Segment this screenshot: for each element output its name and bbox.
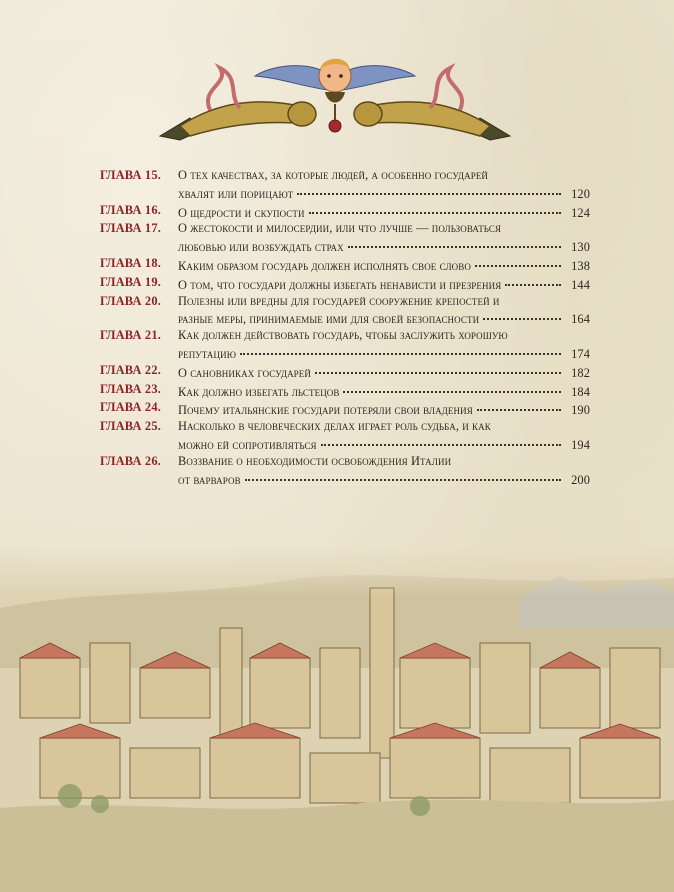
toc-entry xyxy=(100,328,590,363)
page-number: 182 xyxy=(571,365,590,380)
chapter-title-text: Насколько в человеческих делах играет роль судьба, и как xyxy=(178,419,491,434)
chapter-title xyxy=(178,203,590,222)
dot-leader xyxy=(297,181,561,195)
chapter-title-text: О том, что государи должны избегать ненависти и презрения xyxy=(178,277,502,292)
page-number: 124 xyxy=(571,205,590,220)
page-number: 184 xyxy=(571,384,590,399)
chapter-title-text: О сановниках государей xyxy=(178,365,311,380)
chapter-label: ГЛАВА 26. xyxy=(100,453,162,468)
chapter-label: ГЛАВА 24. xyxy=(100,400,162,415)
cherub-ornament xyxy=(150,48,520,148)
chapter-title xyxy=(178,221,590,256)
chapter-label: ГЛАВА 21. xyxy=(100,328,162,343)
page-number: 164 xyxy=(571,312,590,327)
page-number: 194 xyxy=(571,437,590,452)
chapter-title-text: Каким образом государь должен исполнять свое слово xyxy=(178,258,471,273)
page-number: 130 xyxy=(571,240,590,255)
chapter-label: ГЛАВА 15. xyxy=(100,168,162,182)
chapter-label: ГЛАВА 17. xyxy=(100,221,162,236)
chapter-title-text: хвалят или порицают xyxy=(178,186,294,201)
chapter-title-text: можно ей сопротивляться xyxy=(178,437,317,452)
dot-leader xyxy=(245,467,561,481)
chapter-title-text: разные меры, принимаемые ими для своей безопасности xyxy=(178,312,480,327)
toc-entry xyxy=(100,275,590,294)
chapter-title-text: Как должно избегать льстецов xyxy=(178,384,340,399)
dot-leader xyxy=(477,397,561,411)
dot-leader xyxy=(348,234,561,248)
page-number: 138 xyxy=(571,258,590,273)
dot-leader xyxy=(240,341,561,355)
chapter-label: ГЛАВА 18. xyxy=(100,255,162,270)
dot-leader xyxy=(483,306,561,320)
chapter-title-text: Полезны или вредны для государей сооружение крепостей и xyxy=(178,293,500,308)
chapter-title-line xyxy=(178,203,590,222)
chapter-title-line xyxy=(178,275,590,294)
chapter-title-text: О тех качествах, за которые людей, а особенно государей xyxy=(178,168,489,182)
chapter-title-line xyxy=(178,309,590,328)
chapter-title xyxy=(178,419,590,454)
dot-leader xyxy=(505,272,561,286)
chapter-title-text: от варваров xyxy=(178,472,241,487)
chapter-label: ГЛАВА 25. xyxy=(100,419,162,434)
toc-entry xyxy=(100,454,590,489)
chapter-label: ГЛАВА 23. xyxy=(100,381,162,396)
dot-leader xyxy=(475,253,561,267)
toc-entry xyxy=(100,168,590,203)
chapter-title-text: любовью или возбуждать страх xyxy=(178,240,344,255)
chapter-title-line xyxy=(178,400,590,419)
page-number: 200 xyxy=(571,472,590,487)
page-number: 120 xyxy=(571,186,590,201)
toc-entry xyxy=(100,294,590,329)
toc-entry xyxy=(100,400,590,419)
table-of-contents xyxy=(100,168,590,488)
page-number: 190 xyxy=(571,403,590,418)
chapter-title-text: О щедрости и скупости xyxy=(178,205,305,220)
chapter-label: ГЛАВА 16. xyxy=(100,202,162,217)
chapter-title xyxy=(178,275,590,294)
chapter-label: ГЛАВА 22. xyxy=(100,362,162,377)
chapter-title-text: Как должен действовать государь, чтобы заслужить хорошую xyxy=(178,328,508,343)
toc-entry xyxy=(100,419,590,454)
chapter-title-text: О жестокости и милосердии, или что лучше — пользоваться xyxy=(178,221,502,236)
chapter-title-text: Воззвание о необходимости освобождения Италии xyxy=(178,453,452,468)
dot-leader xyxy=(309,200,561,214)
chapter-title-text: Почему итальянские государи потеряли свои владения xyxy=(178,403,473,418)
chapter-label: ГЛАВА 19. xyxy=(100,274,162,289)
page-number: 144 xyxy=(571,277,590,292)
chapter-title xyxy=(178,454,590,489)
dot-leader xyxy=(315,360,561,374)
chapter-title-line xyxy=(178,435,590,454)
chapter-title-text: репутацию xyxy=(178,346,237,361)
chapter-title xyxy=(178,168,590,203)
city-engraving-illustration xyxy=(0,548,674,892)
dot-leader xyxy=(343,379,561,393)
chapter-label: ГЛАВА 20. xyxy=(100,293,162,308)
chapter-title xyxy=(178,328,590,363)
chapter-title-line xyxy=(178,470,590,489)
chapter-title xyxy=(178,400,590,419)
page-number: 174 xyxy=(571,346,590,361)
toc-entry xyxy=(100,221,590,256)
toc-entry xyxy=(100,203,590,222)
chapter-title xyxy=(178,294,590,329)
dot-leader xyxy=(321,432,561,446)
